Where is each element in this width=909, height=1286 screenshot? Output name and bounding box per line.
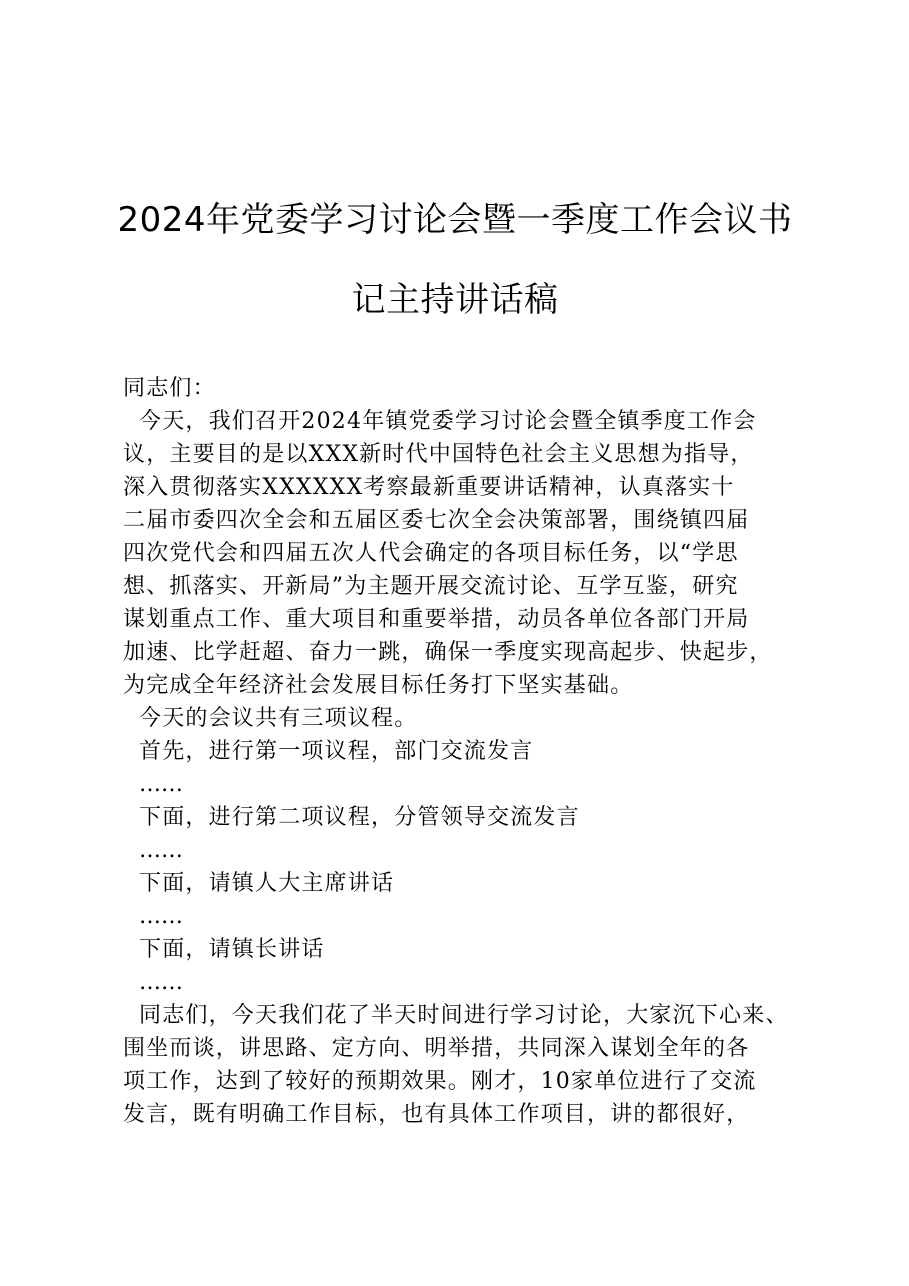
document-title [110, 180, 800, 340]
salutation: 同志们： [123, 376, 216, 401]
paragraph-line: 为完成全年经济社会发展目标任务打下坚实基础。 [123, 673, 634, 698]
paragraph-line: 四次党代会和四届五次人代会确定的各项目标任务，以“学思 [123, 541, 739, 566]
paragraph-line: 加速、比学赶超、奋力一跳，确保一季度实现高起步、快起步， [123, 640, 773, 665]
agenda-item: 下面，进行第二项议程，分管领导交流发言 [139, 805, 580, 830]
title-line-1: 2024年党委学习讨论会暨一季度工作会议书 [117, 200, 793, 240]
paragraph-line: 想、抓落实、开新局”为主题开展交流讨论、互学互鉴，研究 [123, 574, 739, 599]
agenda-ellipsis: …… [139, 904, 183, 929]
agenda-item: 首先，进行第一项议程，部门交流发言 [139, 739, 534, 764]
paragraph-2 [123, 999, 803, 1131]
paragraph-line: 同志们，今天我们花了半天时间进行学习讨论，大家沉下心来、 [139, 1003, 789, 1028]
document-body [123, 372, 803, 1131]
paragraph-line: 围坐而谈，讲思路、定方向、明举措，共同深入谋划全年的各 [123, 1036, 750, 1061]
paragraph-line: 谋划重点工作、重大项目和重要举措，动员各单位各部门开局 [123, 607, 750, 632]
agenda-ellipsis: …… [139, 838, 183, 863]
paragraph-line: 议，主要目的是以XXX新时代中国特色社会主义思想为指导， [123, 442, 754, 467]
agenda-item: 下面，请镇长讲话 [139, 937, 325, 962]
paragraph-line: 项工作，达到了较好的预期效果。刚才，10家单位进行了交流 [123, 1069, 757, 1094]
paragraph-line: 今天，我们召开2024年镇党委学习讨论会暨全镇季度工作会 [139, 409, 757, 434]
agenda-ellipsis: …… [139, 970, 183, 995]
agenda-item: 下面，请镇人大主席讲话 [139, 871, 395, 896]
paragraph-line: 发言，既有明确工作目标，也有具体工作项目，讲的都很好， [123, 1102, 750, 1127]
agenda-ellipsis: …… [139, 772, 183, 797]
paragraph-line: 二届市委四次全会和五届区委七次全会决策部署，围绕镇四届 [123, 508, 750, 533]
agenda-list [123, 735, 803, 999]
paragraph-1 [123, 405, 803, 702]
paragraph-line: 深入贯彻落实XXXXXX考察最新重要讲话精神，认真落实十 [123, 475, 735, 500]
agenda-intro: 今天的会议共有三项议程。 [139, 706, 418, 731]
title-line-2: 记主持讲话稿 [351, 280, 559, 320]
